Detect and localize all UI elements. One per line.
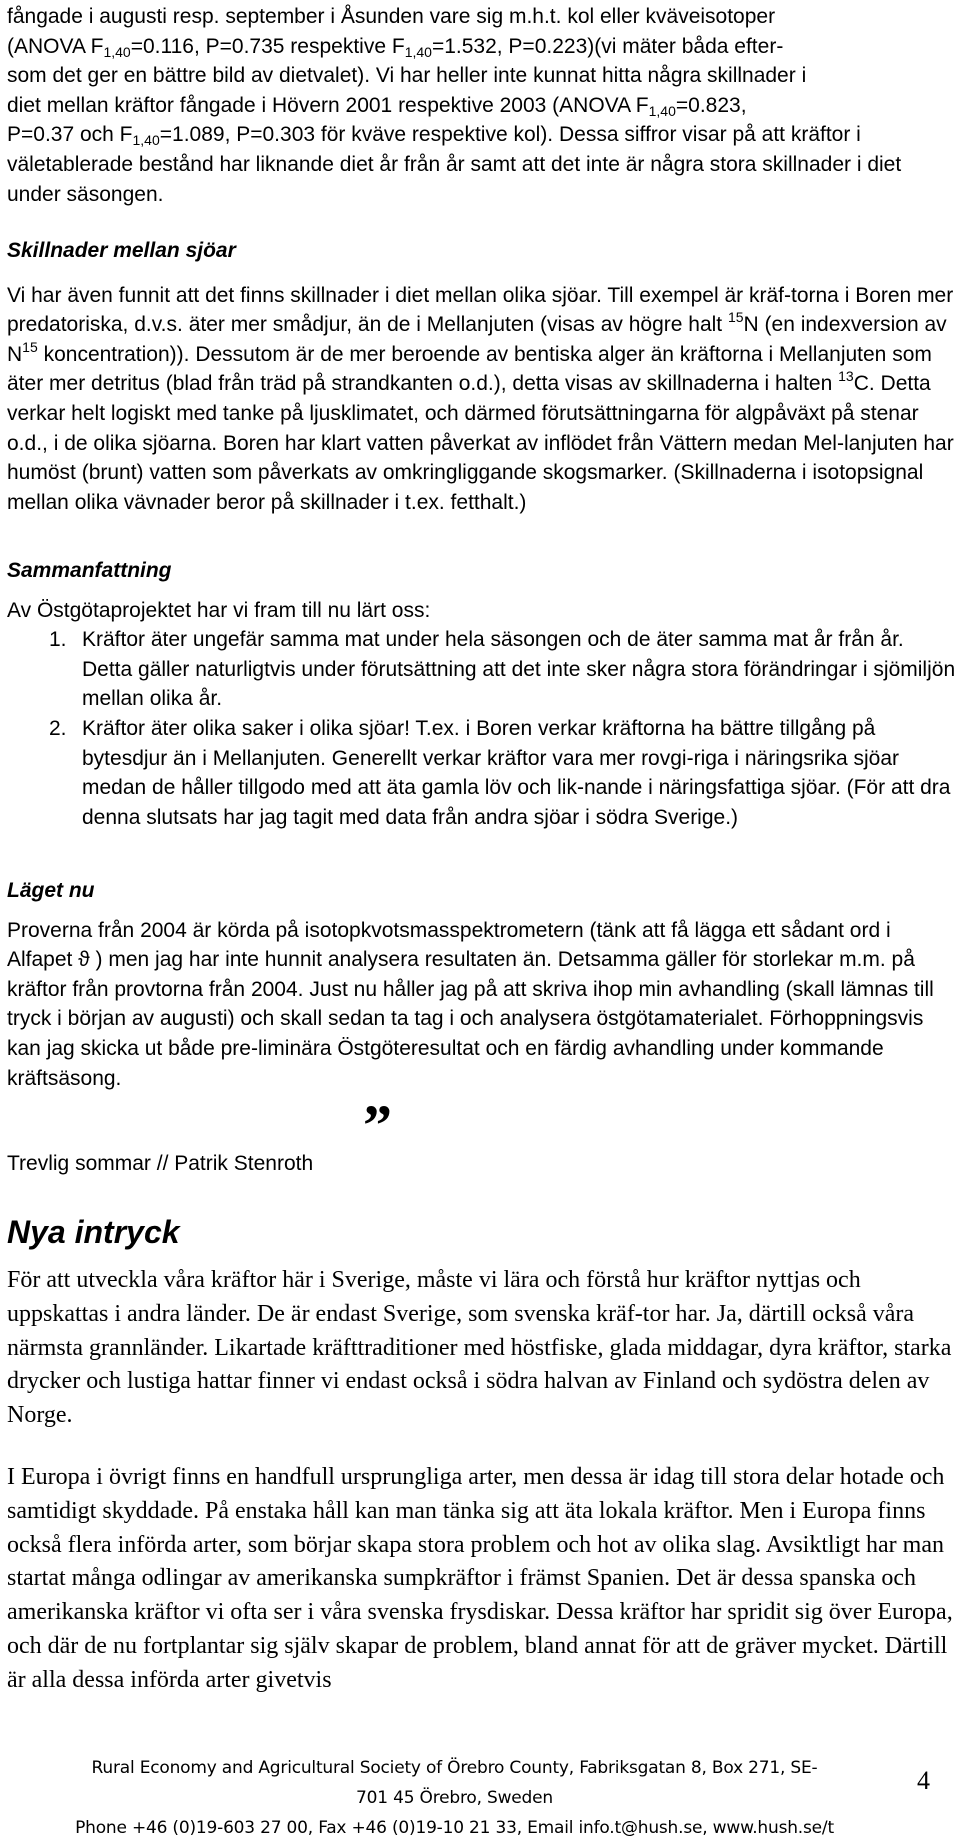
section-status [7,876,957,1093]
paragraph-text: Vi har även funnit att det finns skillnader i diet mellan olika sjöar. Till exempel är kräf-torna i Boren mer predatoriska, d.v.s. äter mer smådjur, än de i Mellanjuten (visas av högre halt [7,283,954,337]
list-item [7,625,957,714]
list-item-text: Kräftor äter olika saker i olika sjöar! T.ex. i Boren verkar kräftorna ha bättre tillgång på bytesdjur än i Mellanjuten. Generellt verkar kräftor vara mer rovgi-riga i näringsrika sjöar medan de håller tillgodo med att äta gamla löv och lik-nande i näringsfattiga sjöar. (För att dra denna slutsats har jag tagit med data från andra sjöar i södra Sverige.) [82,716,951,829]
subscript: 1,40 [132,132,160,149]
signature: Trevlig sommar // Patrik Stenroth [7,1152,314,1175]
intro-text: (ANOVA F [7,34,104,58]
list-item-text: Kräftor äter ungefär samma mat under hela säsongen och de äter samma mat år från år. Detta gäller naturligtvis under förutsättning att det inte sker några stora förändringar i sjömiljön mellan olika år. [82,628,956,711]
section-new-impressions [7,1212,957,1698]
summary-intro: Av Östgötaprojektet har vi fram till nu lärt oss: [7,598,431,622]
list-number: 2. [49,716,67,740]
section-paragraph: I Europa i övrigt finns en handfull ursprungliga arter, men dessa är idag till stora delar hotade och samtidigt skyddade. På enstaka håll kan man tänka sig att äta lokala kräftor. Men i Europa finns också flera införda arter, som börjar skapa stora problem och hot av olika slag. Avsiktligt har man startat många odlingar av amerikanska sumpkräftor i främst Spanien. Det är dessa spanska och amerikanska kräftor vi ofta ser i våra svenska frysdiskar. Dessa kräftor har spridit sig över Europa, och där de nu fortplantar sig själv skapar de problem, bland annat för att de gräver mycket. Därtill är alla dessa införda arter givetvis [7,1463,953,1693]
section-paragraph: Proverna från 2004 är körda på isotopkvotsmasspektrometern (tänk att få lägga ett sådant ord i Alfapet ϑ ) men jag har inte hunnit analysera resultaten än. Detsamma gäller för storlekar m.m. på kräftor från provtorna från 2004. Just nu håller jag på att skriva ihop min avhandling (skall lämnas till tryck i början av augusti) och skall sedan ta tag i och analysera östgötamaterialet. Förhoppningsvis kan jag skicka ut både pre-liminära Östgöteresultat och en färdig avhandling under kommande kräftsäsong. [7,918,934,1090]
intro-line: fångade i augusti resp. september i Åsunden vare sig m.h.t. kol eller kväveisotoper [7,5,776,28]
subscript: 1,40 [404,43,432,60]
closing-quote-mark: ” [363,1093,392,1158]
footer-address: Rural Economy and Agricultural Society of Örebro County, Fabriksgatan 8, Box 271, SE- [91,1758,818,1778]
section-heading: Läget nu [7,879,95,902]
subscript: 1,40 [103,43,131,60]
paragraph-text: C. Detta verkar helt logiskt med tanke på ljusklimatet, och därmed förutsättningarna för algpåväxt på stenar o.d., i de olika sjöarna. Boren har klart vatten påverkat av inflödet från Vättern medan Mel-lanjuten har humöst (brunt) vatten som påverkats av omkringliggande skogsmarker. (Skillnaderna i isotopsignal mellan olika vävnader beror på skillnader i t.ex. fetthalt.) [7,372,954,514]
intro-text: =0.116, P=0.735 respektive F [130,34,405,58]
intro-text: =0.823, [675,93,747,117]
superscript: 15 [22,338,38,355]
page-number: 4 [917,1766,930,1795]
intro-text: =1.532, P=0.223)(vi mäter båda efter- [431,34,784,58]
list-item [7,714,957,832]
section-heading: Sammanfattning [7,559,172,582]
intro-text: som det ger en bättre bild av dietvalet). Vi har heller inte kunnat hitta några skillnader i [7,64,807,88]
intro-text: P=0.37 och F [7,123,133,147]
section-paragraph: För att utveckla våra kräftor här i Sverige, måste vi lära och förstå hur kräftor nyttjas och uppskattas i andra länder. De är endast Sverige, som svenska kräf-tor har. Ja, därtill också våra närmsta grannländer. Likartade kräfttraditioner med höstfiske, glada middagar, dyra kräftor, starka drycker och lustiga hattar finner vi endast också i södra halvan av Finland och sydöstra delen av Norge. [7,1267,952,1429]
superscript: 13 [838,368,854,385]
intro-paragraph [7,2,957,209]
intro-text: diet mellan kräftor fångade i Hövern 2001 respektive 2003 (ANOVA F [7,93,649,117]
subscript: 1,40 [648,102,676,119]
paragraph-text: koncentration)). Dessutom är de mer beroende av bentiska alger än kräftorna i Mellanjuten som äter mer detritus (blad från träd på strandkanten o.d.), detta visas av skillnaderna i halten [7,342,932,396]
superscript: 15 [727,309,744,326]
section-lakes [7,236,957,517]
paragraph-text: N (en indexversion av N [7,313,947,366]
summary-list [7,625,957,832]
section-heading: Nya intryck [7,1214,180,1250]
footer-contact: Phone +46 (0)19-603 27 00, Fax +46 (0)19-10 21 33, Email info.t@hush.se, www.hush.se/t [75,1818,834,1838]
list-number: 1. [49,628,67,652]
footer-address: 701 45 Örebro, Sweden [356,1788,553,1808]
section-heading: Skillnader mellan sjöar [7,239,236,262]
section-paragraph [7,281,957,518]
section-summary [7,556,957,832]
intro-text: =1.089, P=0.303 för kväve respektive kol). Dessa siffror visar på att kräftor i väletablerade bestånd har liknande diet år från år samt att det inte är några stora skillnader i diet under säsongen. [7,123,902,206]
page-footer [7,1753,902,1843]
